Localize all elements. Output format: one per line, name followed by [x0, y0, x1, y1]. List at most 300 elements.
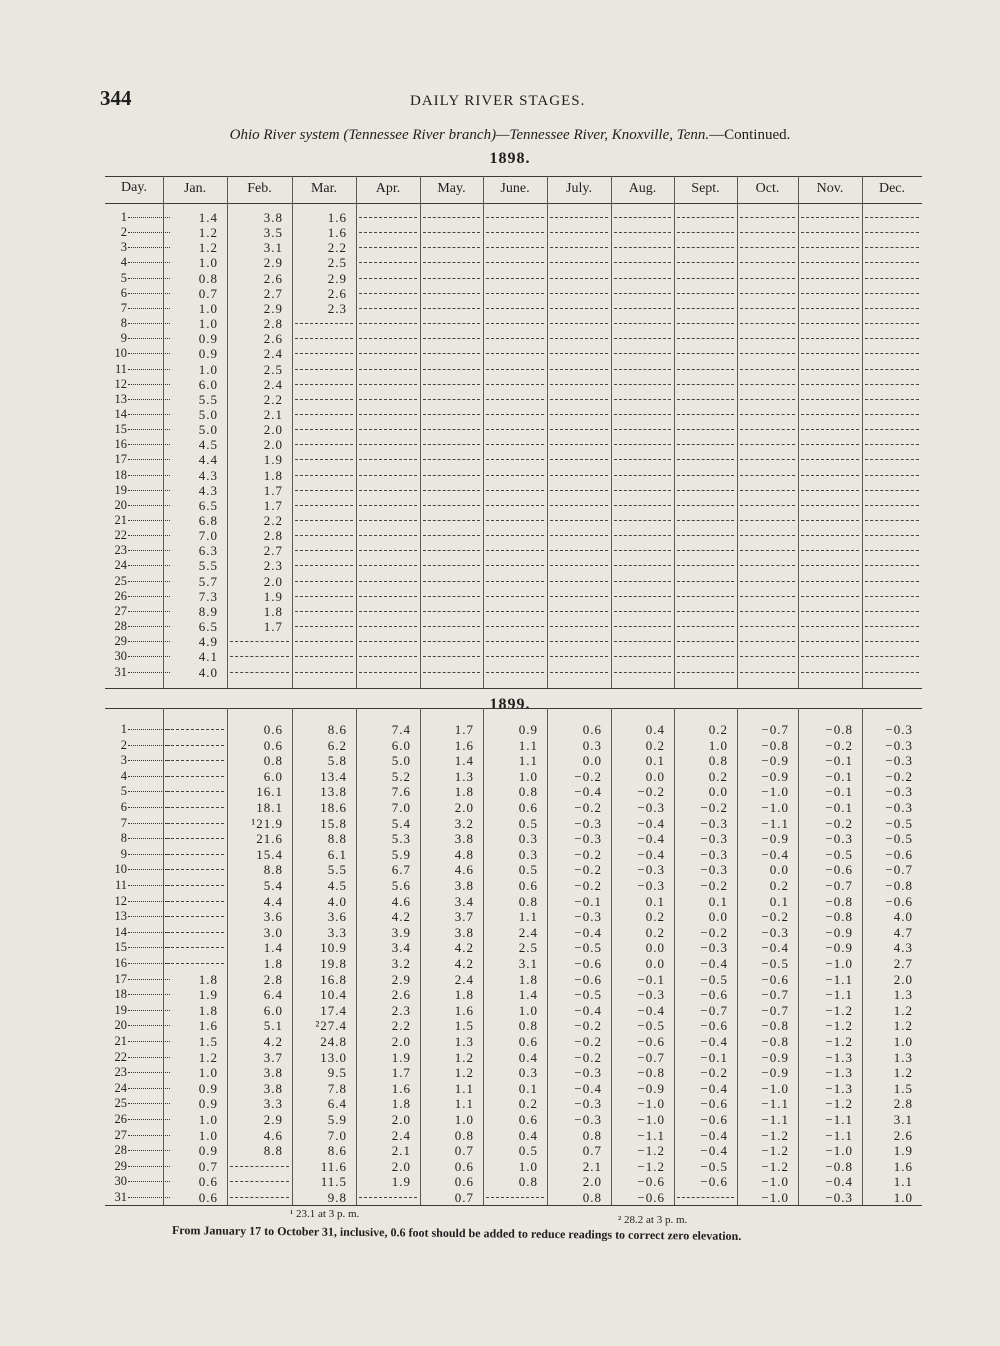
dash-leader [486, 543, 544, 551]
stage-value: 1.3 [454, 768, 474, 784]
dash-leader [614, 392, 671, 400]
empty-cell [865, 558, 919, 573]
leader-dots [128, 581, 170, 582]
dash-leader [359, 255, 417, 263]
leader-dots [128, 611, 170, 612]
empty-cell [423, 574, 480, 589]
stage-value: 0.9 [198, 1143, 218, 1159]
empty-cell [740, 665, 795, 680]
stage-value: −0.3 [700, 846, 728, 862]
stage-value: −0.8 [885, 878, 913, 893]
empty-cell [486, 286, 544, 301]
stage-value: −0.9 [825, 940, 853, 956]
dash-leader [486, 604, 544, 612]
dash-leader [359, 1190, 417, 1198]
column-header-month: July. [566, 181, 592, 196]
dash-leader [677, 331, 734, 339]
empty-cell [677, 271, 734, 286]
dash-leader [677, 377, 734, 385]
stage-value: 0.2 [769, 878, 789, 893]
stage-value: 2.3 [263, 558, 283, 574]
dash-leader [614, 468, 671, 476]
stage-value: 4.0 [893, 909, 913, 925]
stage-value: 3.1 [263, 240, 283, 256]
dash-leader [230, 1190, 289, 1198]
stage-value: 1.8 [263, 956, 283, 971]
dash-leader [865, 210, 919, 218]
stage-value: 0.8 [708, 753, 728, 769]
empty-cell [677, 468, 734, 483]
leader-dots [128, 293, 170, 294]
dash-leader [740, 271, 795, 279]
empty-cell [295, 619, 353, 634]
stage-value: 2.4 [454, 971, 474, 987]
empty-cell [359, 301, 417, 316]
empty-cell [677, 634, 734, 649]
empty-cell [295, 468, 353, 483]
dash-leader [550, 452, 608, 460]
empty-cell [550, 377, 608, 392]
dash-leader [677, 483, 734, 491]
dash-leader [614, 649, 671, 657]
dash-leader [677, 649, 734, 657]
stage-value: −0.4 [574, 1002, 602, 1018]
leader-dots [128, 262, 170, 263]
dash-leader [614, 634, 671, 642]
dash-leader [865, 392, 919, 400]
stage-value: 0.8 [582, 1190, 602, 1205]
day-number: 7 [120, 815, 127, 830]
dash-leader [359, 346, 417, 354]
dash-leader [295, 331, 353, 339]
day-label [107, 528, 170, 543]
day-label [107, 225, 170, 240]
day-label [107, 255, 170, 270]
stage-value: 0.2 [708, 722, 728, 737]
stage-value: 0.9 [518, 722, 538, 737]
dash-leader [166, 862, 224, 870]
stage-value: 1.0 [893, 1190, 913, 1205]
empty-cell [486, 498, 544, 513]
empty-cell [801, 437, 859, 452]
dash-leader [295, 392, 353, 400]
stage-value: −0.5 [825, 846, 853, 862]
empty-cell [801, 362, 859, 377]
stage-value: 2.0 [263, 573, 283, 589]
stage-value: 3.8 [263, 1065, 283, 1081]
dash-leader [486, 271, 544, 279]
stage-value: 1.1 [518, 737, 538, 753]
empty-cell [486, 316, 544, 331]
day-label [107, 1174, 170, 1189]
stage-value: 5.6 [391, 878, 411, 893]
empty-cell [486, 483, 544, 498]
dash-leader [359, 225, 417, 233]
day-label [107, 1065, 170, 1080]
empty-cell [614, 498, 671, 513]
dash-leader [423, 392, 480, 400]
dash-leader [359, 437, 417, 445]
stage-value: 3.1 [893, 1112, 913, 1127]
empty-cell [550, 346, 608, 361]
dash-leader [801, 286, 859, 294]
empty-cell [359, 604, 417, 619]
empty-cell [801, 422, 859, 437]
day-number: 4 [120, 768, 127, 783]
empty-cell [801, 634, 859, 649]
empty-cell [486, 513, 544, 528]
dash-leader [865, 362, 919, 370]
empty-cell [423, 255, 480, 270]
dash-leader [801, 498, 859, 506]
empty-cell [550, 392, 608, 407]
stage-value: 5.4 [263, 878, 283, 893]
dash-leader [423, 240, 480, 248]
stage-value: 0.6 [518, 1112, 538, 1127]
stage-value: ¹21.9 [251, 815, 283, 831]
leader-dots [128, 760, 170, 761]
empty-cell [865, 634, 919, 649]
empty-cell [865, 225, 919, 240]
empty-cell [677, 240, 734, 255]
empty-cell [550, 543, 608, 558]
stage-value: 6.4 [263, 987, 283, 1003]
dash-leader [423, 634, 480, 642]
dash-leader [865, 316, 919, 324]
stage-value: 15.4 [256, 846, 283, 862]
dash-leader [423, 331, 480, 339]
empty-cell [359, 392, 417, 407]
stage-value: 0.2 [708, 768, 728, 784]
dash-leader [614, 589, 671, 597]
stage-value: 8.8 [263, 862, 283, 878]
stage-value: −0.6 [825, 862, 853, 878]
day-label [107, 271, 170, 286]
stage-value: 3.2 [454, 815, 474, 831]
day-label [107, 543, 170, 558]
column-header-month: Oct. [755, 181, 780, 196]
stage-value: 4.7 [893, 924, 913, 940]
stage-value: 0.6 [518, 878, 538, 893]
stage-value: 6.1 [327, 846, 347, 862]
day-number: 26 [114, 1112, 127, 1126]
dash-leader [865, 377, 919, 385]
stage-value: −0.4 [700, 1080, 728, 1096]
dash-leader [740, 619, 795, 627]
stage-value: 0.3 [518, 1065, 538, 1081]
year-title-1898: 1898. [489, 150, 531, 167]
stage-value: −1.0 [761, 784, 789, 800]
dash-leader [614, 604, 671, 612]
stage-value: 5.0 [198, 422, 218, 438]
dash-leader [359, 589, 417, 597]
empty-cell [359, 422, 417, 437]
empty-cell [614, 558, 671, 573]
dash-leader [423, 346, 480, 354]
empty-cell [423, 665, 480, 680]
dash-leader [550, 286, 608, 294]
day-number: 3 [120, 240, 127, 255]
stage-value: 11.6 [320, 1158, 347, 1174]
stage-value: −0.4 [761, 940, 789, 956]
empty-cell [550, 407, 608, 422]
stage-value: 4.2 [263, 1034, 283, 1049]
stage-value: 0.5 [518, 1143, 538, 1159]
dash-leader [166, 909, 224, 917]
empty-cell [359, 377, 417, 392]
day-label [107, 722, 170, 737]
stage-value: −0.3 [637, 878, 665, 893]
stage-value: 0.0 [645, 940, 665, 956]
day-number: 25 [114, 1096, 127, 1111]
dash-leader [614, 316, 671, 324]
stage-value: 3.7 [454, 909, 474, 925]
dash-leader [801, 331, 859, 339]
empty-cell [614, 377, 671, 392]
column-divider [483, 176, 484, 688]
dash-leader [230, 665, 289, 673]
dash-leader [486, 225, 544, 233]
empty-cell [166, 753, 224, 768]
empty-cell [740, 437, 795, 452]
empty-cell [614, 422, 671, 437]
dash-leader [740, 665, 795, 673]
dash-leader [614, 483, 671, 491]
empty-cell [740, 528, 795, 543]
stage-value: 2.9 [263, 300, 283, 316]
stage-value: 2.8 [893, 1096, 913, 1112]
empty-cell [166, 800, 224, 815]
day-number: 8 [120, 831, 127, 846]
day-label [107, 1003, 170, 1018]
day-label [107, 816, 170, 831]
dash-leader [423, 271, 480, 279]
stage-value: 2.6 [263, 331, 283, 347]
dash-leader [740, 331, 795, 339]
dash-leader [295, 437, 353, 445]
dash-leader [295, 316, 353, 324]
stage-value: 1.9 [263, 452, 283, 468]
empty-cell [740, 574, 795, 589]
dash-leader [550, 422, 608, 430]
day-label [107, 1081, 170, 1096]
stage-value: 1.4 [198, 210, 218, 225]
day-label [107, 784, 170, 799]
stage-value: 5.9 [391, 846, 411, 862]
dash-leader [865, 331, 919, 339]
empty-cell [677, 589, 734, 604]
leader-dots [128, 217, 170, 218]
dash-leader [359, 513, 417, 521]
empty-cell [295, 604, 353, 619]
stage-value: −0.6 [700, 1018, 728, 1034]
dash-leader [359, 665, 417, 673]
stage-value: −0.3 [885, 800, 913, 815]
empty-cell [423, 407, 480, 422]
empty-cell [423, 543, 480, 558]
dash-leader [295, 377, 353, 385]
column-header-month: June. [500, 181, 530, 196]
stage-value: 3.0 [263, 924, 283, 940]
dash-leader [166, 894, 224, 902]
dash-leader [166, 925, 224, 933]
dash-leader [486, 362, 544, 370]
empty-cell [614, 240, 671, 255]
stage-value: 5.7 [198, 573, 218, 589]
dash-leader [865, 407, 919, 415]
column-divider [737, 708, 738, 1205]
leader-dots [128, 1119, 170, 1120]
dash-leader [614, 452, 671, 460]
empty-cell [740, 604, 795, 619]
stage-value: 3.7 [263, 1049, 283, 1065]
day-label [107, 286, 170, 301]
leader-dots [128, 384, 170, 385]
dash-leader [865, 589, 919, 597]
column-header-month: Mar. [310, 181, 338, 196]
stage-value: 0.6 [518, 800, 538, 815]
stage-value: 1.8 [263, 603, 283, 619]
dash-leader [486, 558, 544, 566]
stage-value: 0.4 [518, 1127, 538, 1143]
dash-leader [550, 392, 608, 400]
day-number: 29 [114, 634, 127, 649]
empty-cell [295, 316, 353, 331]
empty-cell [359, 665, 417, 680]
stage-value: −0.1 [825, 753, 853, 769]
dash-leader [865, 558, 919, 566]
stage-value: −0.9 [761, 831, 789, 847]
empty-cell [740, 346, 795, 361]
empty-cell [486, 634, 544, 649]
leader-dots [128, 247, 170, 248]
dash-leader [677, 362, 734, 370]
empty-cell [740, 468, 795, 483]
empty-cell [359, 649, 417, 664]
stage-value: 0.2 [645, 737, 665, 753]
stage-value: 0.5 [518, 815, 538, 831]
stage-value: 3.4 [454, 893, 474, 909]
stage-value: −0.5 [637, 1018, 665, 1034]
stage-value: 1.4 [518, 987, 538, 1003]
day-label [107, 346, 170, 361]
dash-leader [550, 377, 608, 385]
stage-value: −0.2 [700, 924, 728, 940]
dash-leader [230, 649, 289, 657]
dash-leader [486, 498, 544, 506]
day-number: 12 [114, 893, 127, 908]
stage-value: 3.8 [454, 831, 474, 847]
leader-dots [128, 807, 170, 808]
column-header-month: May. [437, 181, 466, 196]
dash-leader [423, 316, 480, 324]
day-number: 24 [114, 558, 127, 573]
stage-value: 0.1 [518, 1080, 538, 1096]
dash-leader [166, 738, 224, 746]
empty-cell [359, 255, 417, 270]
dash-leader [486, 468, 544, 476]
empty-cell [423, 422, 480, 437]
empty-cell [614, 316, 671, 331]
empty-cell [166, 784, 224, 799]
empty-cell [550, 483, 608, 498]
dash-leader [550, 240, 608, 248]
dash-leader [614, 498, 671, 506]
dash-leader [359, 558, 417, 566]
empty-cell [677, 407, 734, 422]
empty-cell [230, 649, 289, 664]
empty-cell [423, 468, 480, 483]
stage-value: 1.8 [198, 1002, 218, 1018]
stage-value: −0.4 [700, 1034, 728, 1049]
stage-value: −1.2 [825, 1034, 853, 1049]
day-label [107, 1112, 170, 1127]
empty-cell [801, 255, 859, 270]
empty-cell [359, 407, 417, 422]
running-title: DAILY RIVER STAGES. [410, 93, 586, 109]
leader-dots [128, 626, 170, 627]
stage-value: 1.6 [198, 1018, 218, 1034]
dash-leader [359, 468, 417, 476]
dash-leader [550, 543, 608, 551]
stage-value: −0.6 [574, 956, 602, 971]
stage-value: −0.2 [574, 846, 602, 862]
stage-value: 18.1 [256, 800, 283, 815]
stage-value: 0.6 [582, 722, 602, 737]
stage-value: −0.4 [700, 1127, 728, 1143]
leader-dots [128, 520, 170, 521]
stage-value: −0.9 [761, 753, 789, 769]
dash-leader [801, 604, 859, 612]
dash-leader [359, 634, 417, 642]
stage-value: 1.7 [391, 1065, 411, 1081]
stage-value: −0.5 [574, 987, 602, 1003]
stage-value: 0.7 [582, 1143, 602, 1159]
empty-cell [230, 634, 289, 649]
stage-value: 2.2 [391, 1018, 411, 1034]
stage-value: 0.6 [263, 722, 283, 737]
dash-leader [740, 452, 795, 460]
page-header [100, 86, 940, 116]
stage-value: 1.1 [518, 909, 538, 925]
dash-leader [614, 255, 671, 263]
dash-leader [614, 574, 671, 582]
empty-cell [166, 816, 224, 831]
day-number: 9 [120, 846, 127, 861]
dash-leader [614, 346, 671, 354]
dash-leader [677, 255, 734, 263]
dash-leader [801, 316, 859, 324]
dash-leader [801, 255, 859, 263]
dash-leader [166, 753, 224, 761]
stage-value: 16.8 [320, 971, 347, 987]
empty-cell [423, 346, 480, 361]
stage-value: −0.3 [885, 722, 913, 737]
day-label [107, 483, 170, 498]
empty-cell [865, 255, 919, 270]
stage-value: 3.8 [454, 924, 474, 940]
stage-value: −0.2 [574, 800, 602, 815]
stage-value: 4.3 [198, 467, 218, 483]
stage-value: 0.0 [582, 753, 602, 769]
dash-leader [295, 604, 353, 612]
column-divider [227, 708, 228, 1205]
day-label [107, 1034, 170, 1049]
dash-leader [677, 619, 734, 627]
stage-value: 0.3 [518, 831, 538, 847]
stage-value: −0.4 [637, 1002, 665, 1018]
stage-value: 2.0 [391, 1034, 411, 1049]
